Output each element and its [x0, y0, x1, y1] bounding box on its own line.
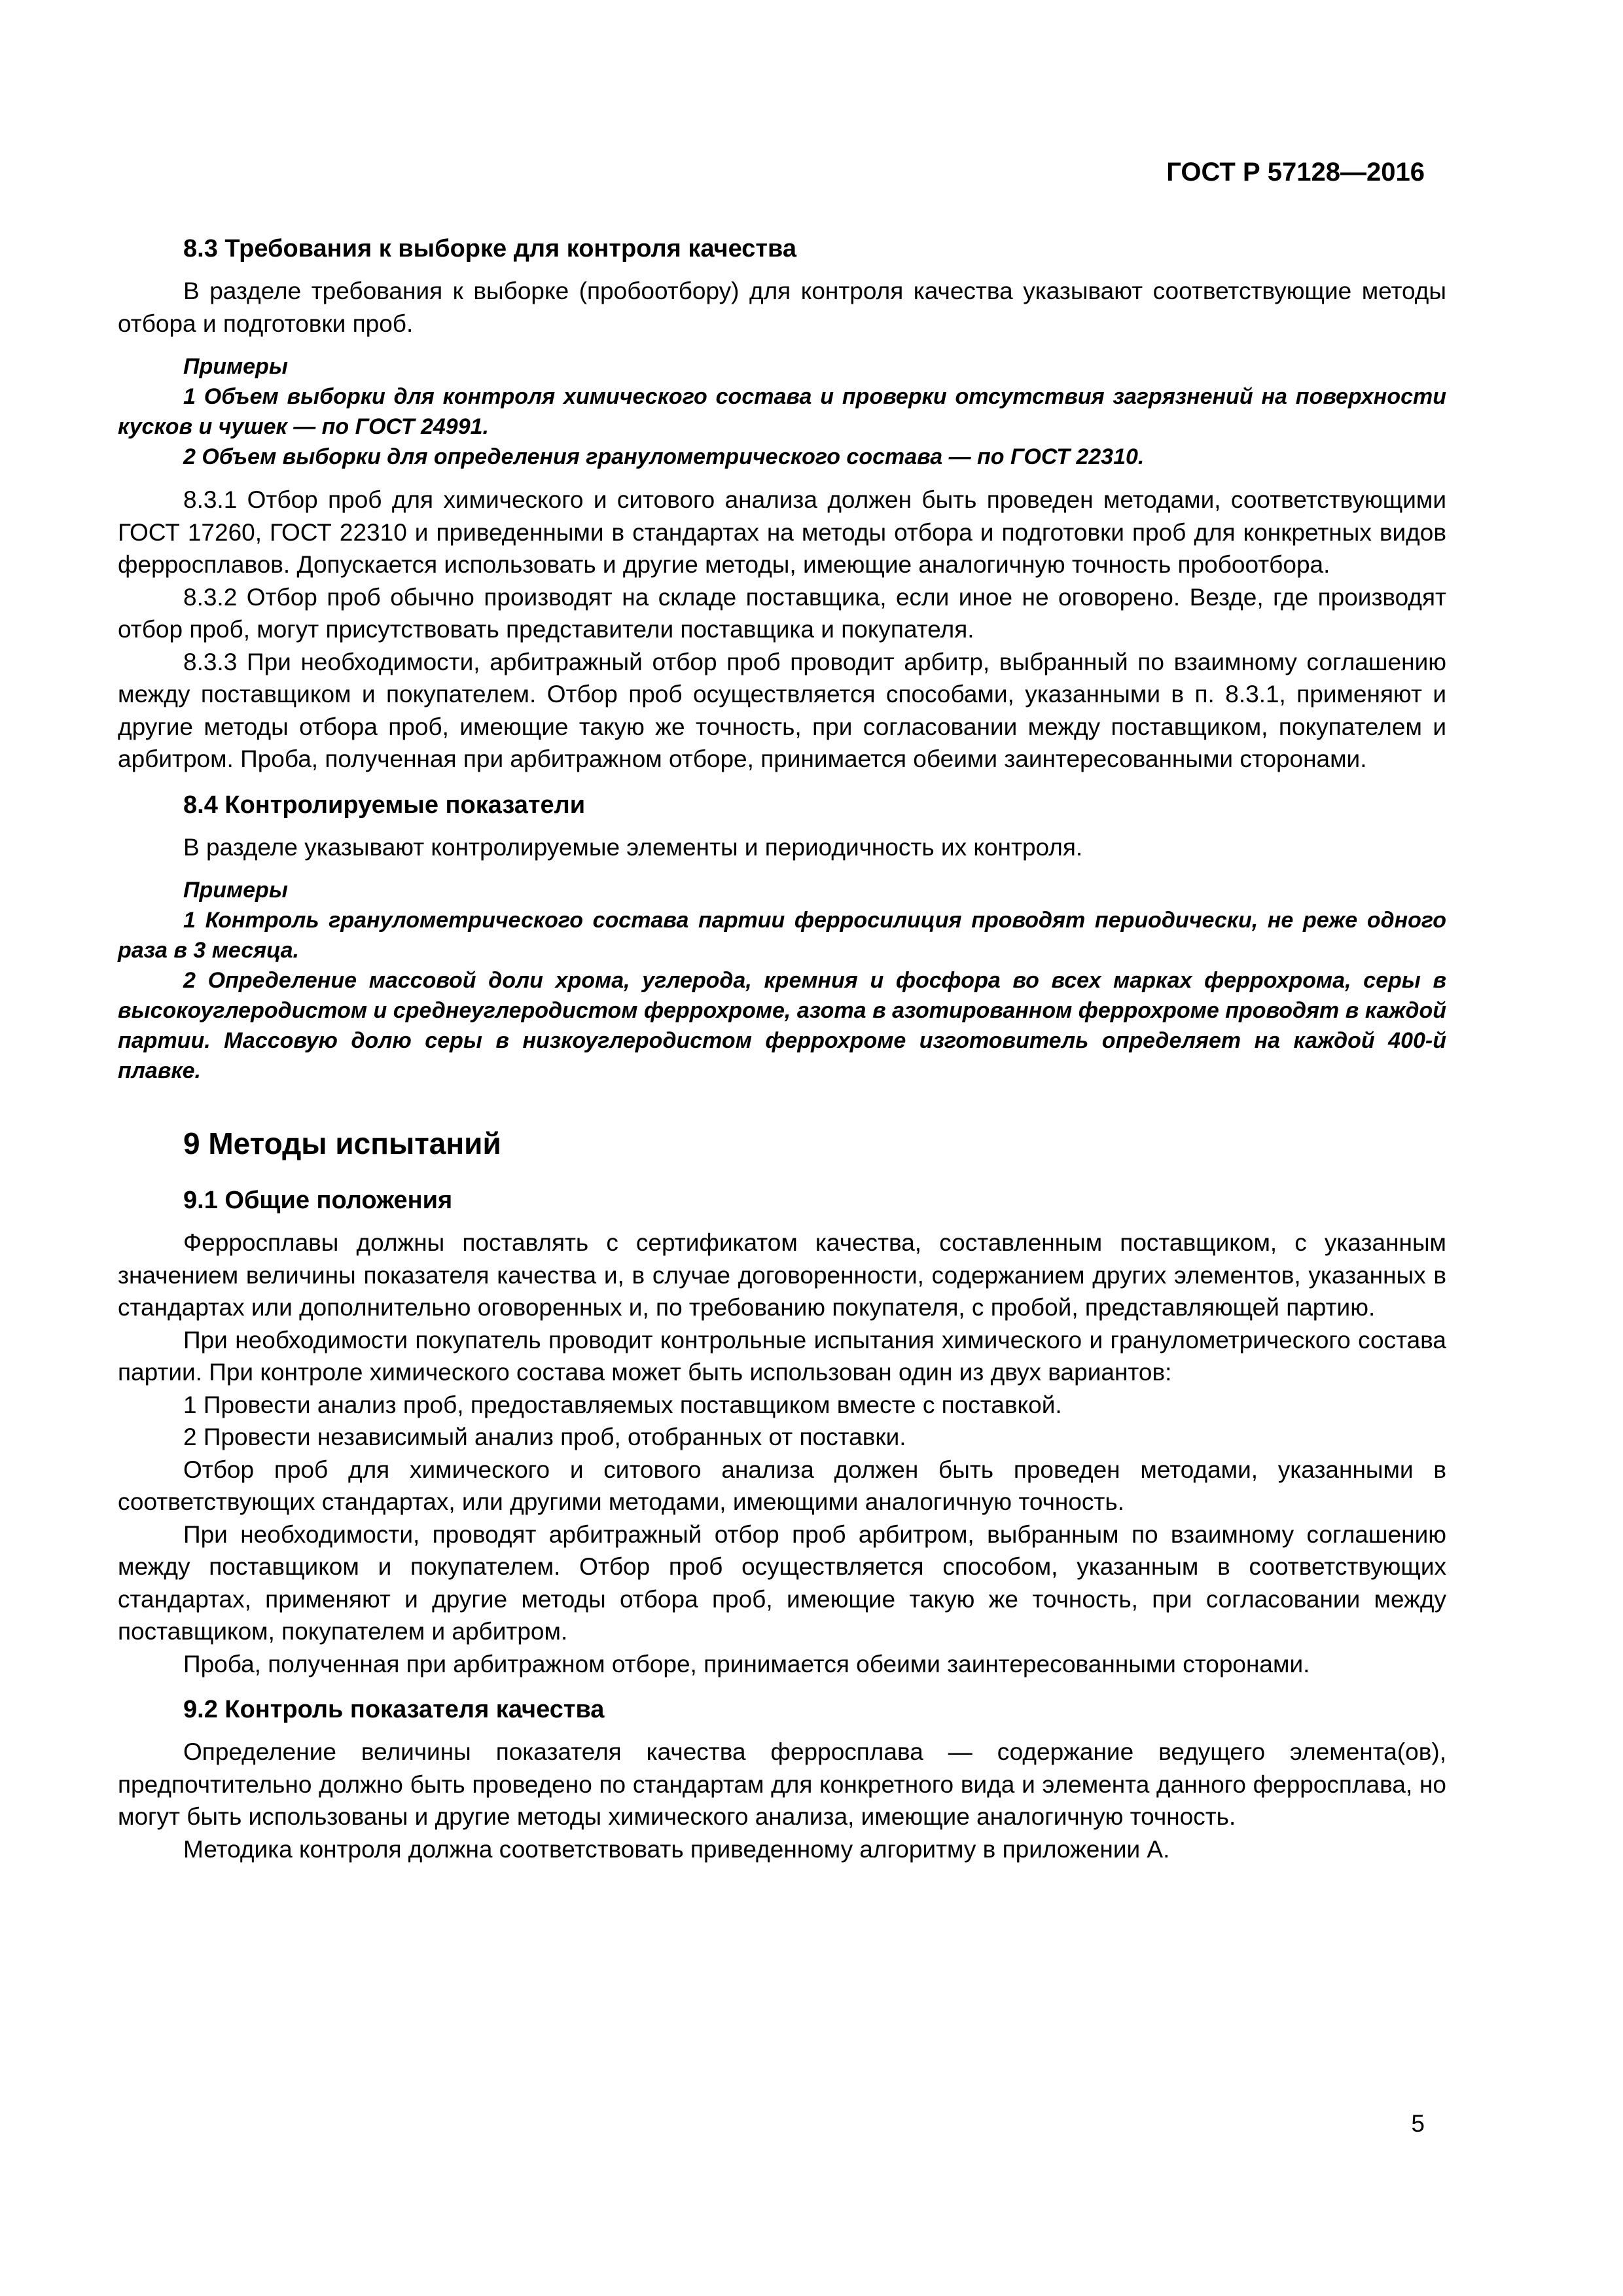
section-9-1-option-1: 1 Провести анализ проб, предоставляемых поставщиком вместе с поставкой. — [183, 1391, 1062, 1418]
section-9-1-paragraph-5: Отбор проб для химического и ситового анализа должен быть проведен методами, указанными в соответствующих стандартах, или другими методами, имеющими аналогичную точность. — [118, 1456, 1446, 1515]
section-8-4-examples-title: Примеры — [183, 878, 288, 903]
section-9-1-paragraph-2: При необходимости покупатель проводит контрольные испытания химического и гранулометрического состава партии. При контроле химического состава может быть использован один из двух вариантов: — [118, 1326, 1446, 1386]
document-id-header: ГОСТ Р 57128—2016 — [1166, 158, 1425, 187]
section-9-1-option-2: 2 Провести независимый анализ проб, отобранных от поставки. — [183, 1424, 906, 1450]
section-9-title: 9 Методы испытаний — [183, 1126, 501, 1160]
page-content — [118, 232, 1446, 1865]
page-number: 5 — [1411, 2110, 1425, 2137]
section-8-4-example-1: 1 Контроль гранулометрического состава партии ферросилиция проводят периодически, не реже одного раза в 3 месяца. — [118, 908, 1446, 963]
section-8-3-title: 8.3 Требования к выборке для контроля качества — [183, 235, 796, 262]
section-9-1-title: 9.1 Общие положения — [183, 1187, 453, 1214]
paragraph-8-3-1: 8.3.1 Отбор проб для химического и ситового анализа должен быть проведен методами, соответствующими ГОСТ 17260, ГОСТ 22310 и приведенными в стандартах на методы отбора и подготовки проб для конкретных видов ферросплавов. Допускается использовать и другие методы, имеющие аналогичную точность пробоотбора. — [118, 486, 1446, 578]
section-8-3-example-1: 1 Объем выборки для контроля химического состава и проверки отсутствия загрязнений на поверхности кусков и чушек — по ГОСТ 24991. — [118, 384, 1446, 439]
section-9-1-paragraph-7: Проба, полученная при арбитражном отборе, принимается обеими заинтересованными сторонами. — [183, 1650, 1310, 1677]
section-8-4-example-2: 2 Определение массовой доли хрома, углерода, кремния и фосфора во всех марках феррохрома, серы в высокоуглеродистом и среднеуглеродистом феррохроме, азота в азотированном феррохроме проводят в каждой партии. Массовую долю серы в низкоуглеродистом феррохроме изготовитель определяет на каждой 400-й плавке. — [118, 968, 1446, 1083]
paragraph-8-3-3: 8.3.3 При необходимости, арбитражный отбор проб проводит арбитр, выбранный по взаимному соглашению между поставщиком и покупателем. Отбор проб осуществляется способами, указанными в п. 8.3.1, применяют и другие методы отбора проб, имеющие такую же точность, при согласовании между поставщиком, покупателем и арбитром. Проба, полученная при арбитражном отборе, принимается обеими заинтересованными сторонами. — [118, 648, 1446, 772]
section-8-4-intro: В разделе указывают контролируемые элементы и периодичность их контроля. — [183, 833, 1083, 861]
paragraph-8-3-2: 8.3.2 Отбор проб обычно производят на складе поставщика, если иное не оговорено. Везде, где производят отбор проб, могут присутствовать представители поставщика и покупателя. — [118, 583, 1446, 643]
section-8-3-intro: В разделе требования к выборке (пробоотбору) для контроля качества указывают соответствующие методы отбора и подготовки проб. — [118, 278, 1446, 337]
section-8-4-title: 8.4 Контролируемые показатели — [183, 791, 586, 819]
section-9-2-paragraph-1: Определение величины показателя качества ферросплава — содержание ведущего элемента(ов), предпочтительно должно быть проведено по стандартам для конкретного вида и элемента данного ферросплава, но могут быть использованы и другие методы химического анализа, имеющие аналогичную точность. — [118, 1738, 1446, 1830]
section-8-3-examples-title: Примеры — [183, 354, 288, 379]
section-9-1-paragraph-6: При необходимости, проводят арбитражный отбор проб арбитром, выбранным по взаимному соглашению между поставщиком и покупателем. Отбор проб осуществляется способом, указанным в соответствующих стандартах, применяют и другие методы отбора проб, имеющие такую же точность, при согласовании между поставщиком, покупателем и арбитром. — [118, 1520, 1446, 1645]
section-9-1-paragraph-1: Ферросплавы должны поставлять с сертификатом качества, составленным поставщиком, с указанным значением величины показателя качества и, в случае договоренности, содержанием других элементов, указанных в стандартах или дополнительно оговоренных и, по требованию покупателя, с пробой, представляющей партию. — [118, 1229, 1446, 1321]
section-9-2-paragraph-2: Методика контроля должна соответствовать приведенному алгоритму в приложении А. — [183, 1835, 1170, 1863]
section-9-2-title: 9.2 Контроль показателя качества — [183, 1696, 605, 1723]
section-8-3-example-2: 2 Объем выборки для определения гранулометрического состава — по ГОСТ 22310. — [183, 444, 1145, 469]
